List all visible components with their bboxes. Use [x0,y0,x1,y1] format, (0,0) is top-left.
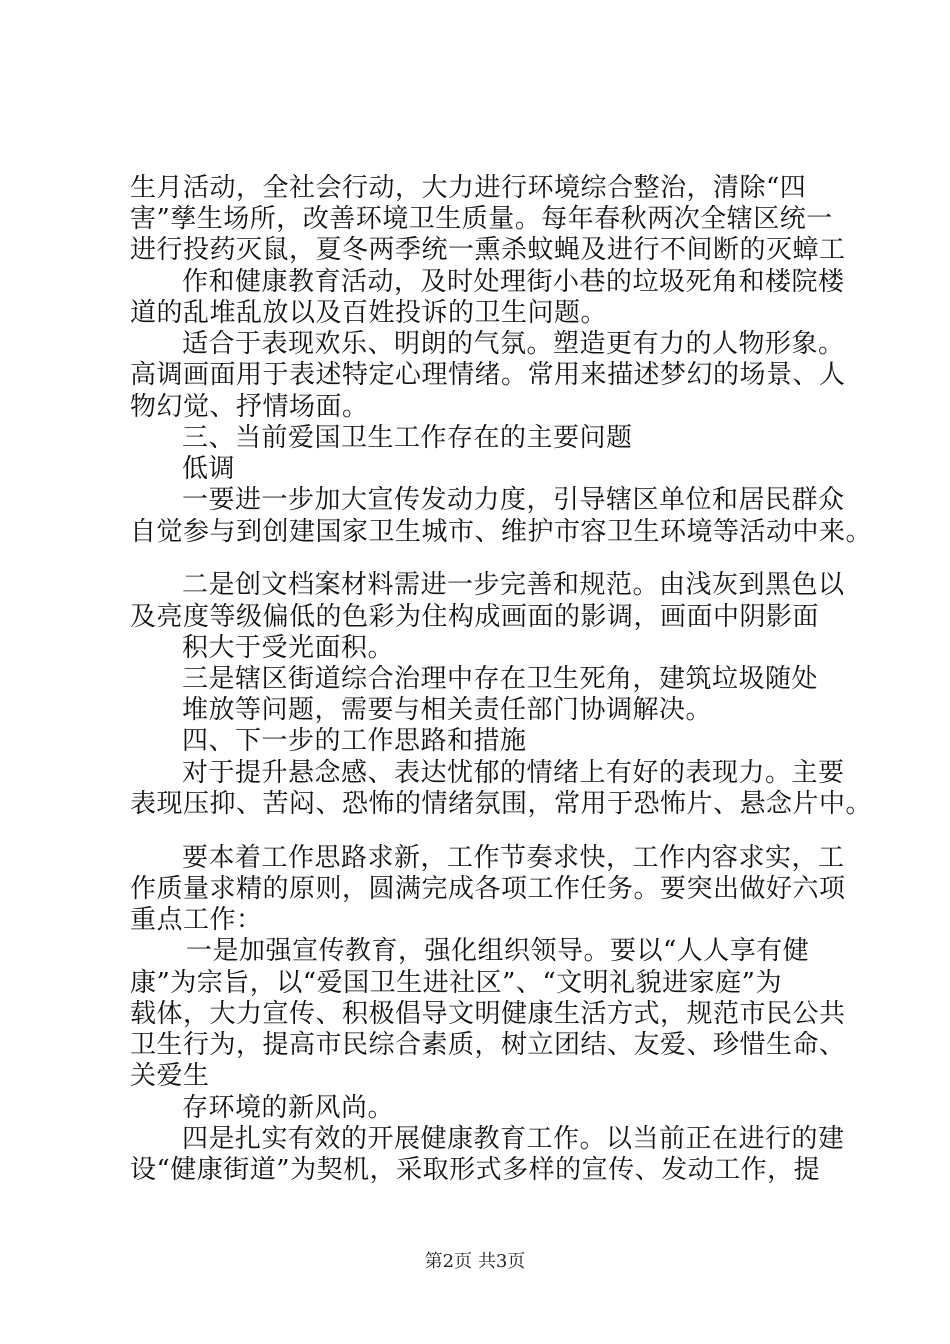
text-line: 适合于表现欢乐、明朗的气氛。塑造更有力的人物形象。 [182,329,845,359]
text-line: 关爱生 [130,1061,210,1091]
text-line: 重点工作： [130,905,263,935]
text-line: 表现压抑、苦闷、恐怖的情绪氛围，常用于恐怖片、悬念片中。 [130,789,873,819]
text-line: 积大于受光面积。 [182,633,395,663]
text-line: 二是创文档案材料需进一步完善和规范。由浅灰到黑色以 [182,570,845,600]
text-line: 四是扎实有效的开展健康教育工作。以当前正在进行的建 [182,1124,845,1154]
text-line: 载体，大力宣传、积极倡导文明健康生活方式，规范市民公共 [130,999,846,1029]
text-line: 堆放等问题，需要与相关责任部门协调解决。 [182,695,713,725]
text-line: 三是辖区街道综合治理中存在卫生死角，建筑垃圾随处 [182,664,819,694]
text-line: 康”为宗旨，以“爱国卫生进社区”、“文明礼貌进家庭”为 [130,968,782,998]
text-line: 生月活动，全社会行动，大力进行环境综合整治，清除“四 [130,173,807,203]
text-line: 存环境的新风尚。 [182,1093,395,1123]
text-line: 要本着工作思路求新，工作节奏求快，工作内容求实，工 [182,843,845,873]
text-line: 作质量求精的原则，圆满完成各项工作任务。要突出做好六项 [130,874,846,904]
text-line: 卫生行为，提高市民综合素质，树立团结、友爱、珍惜生命、 [130,1030,846,1060]
text-line: 进行投药灭鼠，夏冬两季统一熏杀蚊蝇及进行不间断的灭蟑工 [130,235,846,265]
text-line: 及亮度等级偏低的色彩为住构成画面的影调，画面中阴影面 [130,602,820,632]
text-line: 作和健康教育活动，及时处理街小巷的垃圾死角和楼院楼 [182,267,845,297]
text-line: 一是加强宣传教育，强化组织领导。要以“人人享有健 [186,936,810,966]
text-line: 低调 [182,454,236,484]
text-line: 物幻觉、抒情场面。 [130,392,369,422]
section-heading: 三、当前爱国卫生工作存在的主要问题 [182,423,633,453]
section-heading: 四、下一步的工作思路和措施 [182,726,527,756]
text-line: 自觉参与到创建国家卫生城市、维护市容卫生环境等活动中来。 [130,517,873,547]
text-line: 道的乱堆乱放以及百姓投诉的卫生问题。 [130,298,608,328]
text-line: 设“健康街道”为契机，采取形式多样的宣传、发动工作，提 [130,1155,821,1185]
text-line: 对于提升悬念感、表达忧郁的情绪上有好的表现力。主要 [182,758,845,788]
text-line: 高调画面用于表述特定心理情绪。常用来描述梦幻的场景、人 [130,360,846,390]
page-footer: 第2页 共3页 [424,1251,526,1272]
text-line: 一要进一步加大宣传发动力度，引导辖区单位和居民群众 [182,485,845,515]
text-line: 害”孳生场所，改善环境卫生质量。每年春秋两次全辖区统一 [130,204,833,234]
